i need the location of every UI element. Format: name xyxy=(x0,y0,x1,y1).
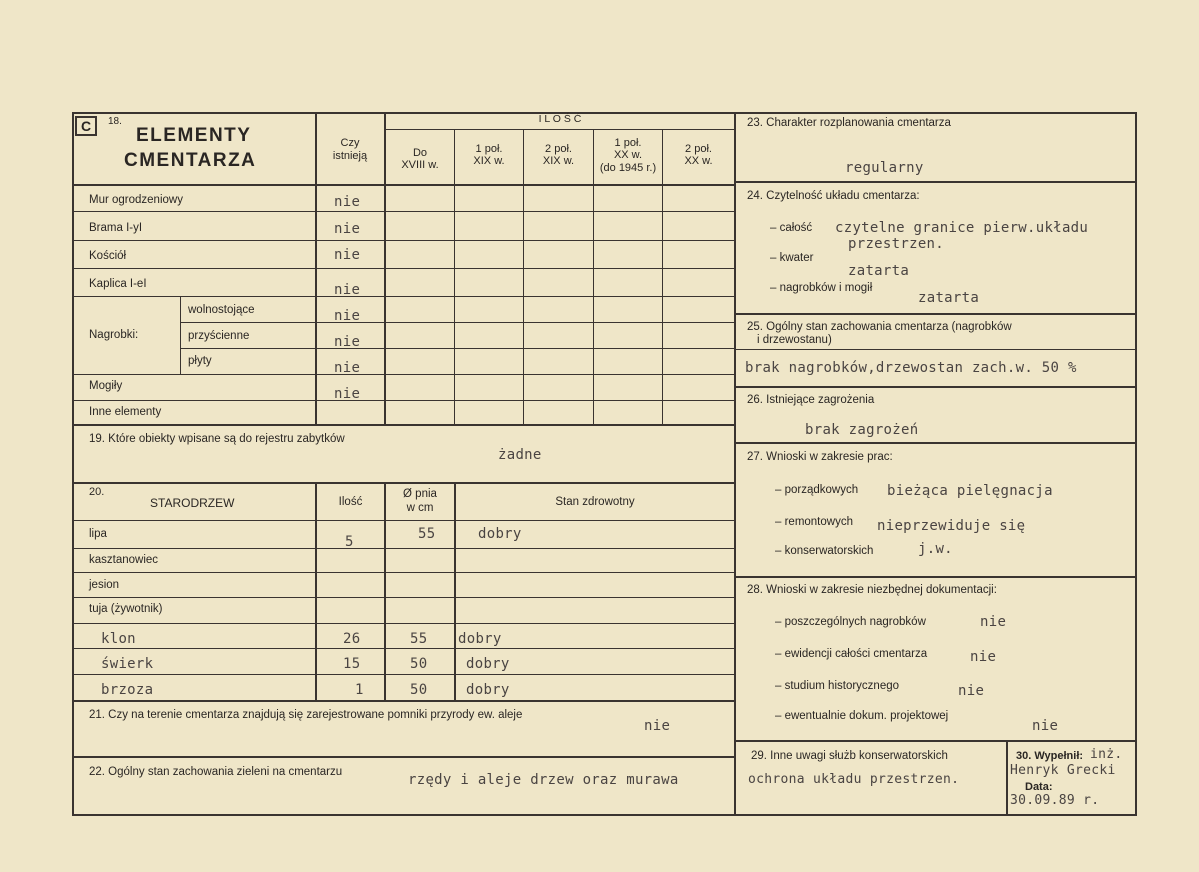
frame-right xyxy=(1135,112,1137,816)
element-value: nie xyxy=(334,334,361,350)
s20-col-pnia-line1: Ø pnia xyxy=(403,488,437,500)
s20-top xyxy=(72,482,734,484)
s25-top xyxy=(734,313,1135,315)
period-label: 1 poł. xyxy=(614,137,642,149)
s27-item-label: – konserwatorskich xyxy=(775,545,874,557)
element-label: Kościół xyxy=(89,250,127,262)
element-label: Kaplica I-eI xyxy=(89,278,147,290)
element-value: nie xyxy=(334,308,361,324)
element-label: Mur ogrodzeniowy xyxy=(89,194,183,206)
s18-row-line xyxy=(180,348,734,349)
s19-top xyxy=(72,424,734,426)
element-value: nie xyxy=(334,386,361,402)
s18-row-line xyxy=(72,296,734,297)
s20-title: STARODRZEW xyxy=(150,496,235,510)
period-label: XIX w. xyxy=(542,155,575,167)
s21-top xyxy=(72,700,734,702)
s24-nagrobkow-label: – nagrobków i mogił xyxy=(770,282,873,294)
s27-item-value: j.w. xyxy=(918,541,953,557)
s24-top xyxy=(734,181,1135,183)
s20-row-line xyxy=(72,674,734,675)
s20-row-line xyxy=(72,648,734,649)
s22-top xyxy=(72,756,734,758)
period-label: Do xyxy=(412,147,428,159)
s21-value: nie xyxy=(644,718,671,734)
s18-title-line1: ELEMENTY xyxy=(136,125,252,146)
s18-col xyxy=(662,129,663,424)
s20-number: 20. xyxy=(89,486,105,498)
element-label: Brama I-yI xyxy=(89,222,143,234)
s20-row-line xyxy=(72,572,734,573)
s27-item-value: bieżąca pielęgnacja xyxy=(887,483,1053,499)
s18-number: 18. xyxy=(108,116,122,127)
frame-bottom xyxy=(72,814,1137,816)
period-label: XX w. xyxy=(684,155,713,167)
s28-item-label: – poszczególnych nagrobków xyxy=(775,616,926,628)
s18-row-line xyxy=(72,374,734,375)
s18-row-line xyxy=(72,268,734,269)
element-label: płyty xyxy=(188,355,212,367)
s30-date-value: 30.09.89 r. xyxy=(1010,793,1100,808)
s27-item-label: – porządkowych xyxy=(775,484,859,496)
tree-stan: dobry xyxy=(478,526,522,542)
s18-ilosc-underline xyxy=(384,129,734,130)
element-label: Inne elementy xyxy=(89,406,162,418)
s24-calosc-value: czytelne granice pierw.układu xyxy=(835,220,1089,236)
tree-name: kasztanowiec xyxy=(89,554,159,566)
element-value: nie xyxy=(334,221,361,237)
tree-name: lipa xyxy=(89,528,107,540)
period-label: 2 poł. xyxy=(685,143,712,155)
s28-label: 28. Wnioski w zakresie niezbędnej dokumentacji: xyxy=(747,584,997,596)
tree-ilosc: 26 xyxy=(343,631,361,647)
s25-value: brak nagrobków,drzewostan zach.w. 50 % xyxy=(745,360,1077,376)
s20-row-line xyxy=(72,623,734,624)
s18-header-bottom xyxy=(72,184,734,186)
s28-item-value: nie xyxy=(980,614,1007,630)
element-label: wolnostojące xyxy=(188,304,255,316)
s18-nagrobki-divider xyxy=(180,296,181,374)
section-box-c: C xyxy=(75,116,97,136)
s26-label: 26. Istniejące zagrożenia xyxy=(747,394,875,406)
s18-title-line2: CMENTARZA xyxy=(124,150,257,171)
s27-top xyxy=(734,442,1135,444)
s27-item-value: nieprzewiduje się xyxy=(877,518,1026,534)
tree-pien: 50 xyxy=(410,682,428,698)
s18-row-line xyxy=(72,211,734,212)
s18-col xyxy=(454,129,455,424)
period-label: 2 poł. xyxy=(545,143,572,155)
s20-header-bottom xyxy=(72,520,734,521)
s19-value: żadne xyxy=(498,447,542,463)
tree-ilosc: 1 xyxy=(355,682,364,698)
s20-row-line xyxy=(72,597,734,598)
s20-col-stan: Stan zdrowotny xyxy=(555,496,635,508)
s24-calosc-label: – całość xyxy=(770,222,813,234)
tree-ilosc: 5 xyxy=(345,534,354,550)
s30-name: Henryk Grecki xyxy=(1010,763,1116,778)
s28-item-value: nie xyxy=(958,683,985,699)
s23-label: 23. Charakter rozplanowania cmentarza xyxy=(747,117,951,129)
period-label: XVIII w. xyxy=(401,159,439,171)
tree-ilosc: 15 xyxy=(343,656,361,672)
s29-top xyxy=(734,740,1135,742)
s30-divider xyxy=(1006,740,1008,816)
s21-label: 21. Czy na terenie cmentarza znajdują się zarejestrowane pomniki przyrody ew. aleje xyxy=(89,709,523,721)
tree-pien: 50 xyxy=(410,656,428,672)
s20-col-ilosc: Ilość xyxy=(338,496,363,508)
s20-col-pnia-line2: w cm xyxy=(406,502,434,514)
s26-value: brak zagrożeń xyxy=(805,422,919,438)
s25-label-1: 25. Ogólny stan zachowania cmentarza (nagrobków xyxy=(747,321,1012,333)
tree-pien: 55 xyxy=(418,526,436,542)
s22-label: 22. Ogólny stan zachowania zieleni na cmentarzu xyxy=(89,766,343,778)
s18-czy-line2: istnieją xyxy=(332,150,368,162)
s25-label-bottom xyxy=(734,349,1135,350)
period-label: XIX w. xyxy=(473,155,505,167)
s18-row-line xyxy=(72,400,734,401)
s27-label: 27. Wnioski w zakresie prac: xyxy=(747,451,893,463)
tree-pien: 55 xyxy=(410,631,428,647)
s18-row-line xyxy=(180,322,734,323)
element-value: nie xyxy=(334,194,361,210)
s24-nagrobkow-value: zatarta xyxy=(918,290,980,306)
tree-name: brzoza xyxy=(101,682,154,698)
s20-col xyxy=(384,482,386,700)
element-value: nie xyxy=(334,247,361,263)
tree-stan: dobry xyxy=(458,631,502,647)
s27-item-label: – remontowych xyxy=(775,516,853,528)
s30-date-label: Data: xyxy=(1025,781,1053,793)
s29-label: 29. Inne uwagi służb konserwatorskich xyxy=(751,750,948,762)
s22-value: rzędy i aleje drzew oraz murawa xyxy=(408,772,679,788)
s24-kwater-value: zatarta xyxy=(848,263,910,279)
tree-stan: dobry xyxy=(466,656,510,672)
s29-value: ochrona układu przestrzen. xyxy=(748,772,960,787)
tree-name: tuja (żywotnik) xyxy=(89,603,163,615)
s18-ilosc-heading: I L O Ś Ć xyxy=(538,113,582,125)
nagrobki-label: Nagrobki: xyxy=(89,329,139,341)
s20-row-line xyxy=(72,548,734,549)
s28-item-label: – ewidencji całości cmentarza xyxy=(775,648,928,660)
s18-row-line xyxy=(72,240,734,241)
s28-item-value: nie xyxy=(970,649,997,665)
period-label: (do 1945 r.) xyxy=(599,162,657,174)
s28-item-label: – studium historycznego xyxy=(775,680,900,692)
frame-left xyxy=(72,112,74,816)
tree-name: świerk xyxy=(101,656,154,672)
element-value: nie xyxy=(334,360,361,376)
s23-value: regularny xyxy=(845,160,924,176)
s19-label: 19. Które obiekty wpisane są do rejestru zabytków xyxy=(89,433,345,445)
s25-label-2: i drzewostanu) xyxy=(757,334,832,346)
s28-item-value: nie xyxy=(1032,718,1059,734)
s24-calosc-value-2: przestrzen. xyxy=(848,236,945,252)
s24-label: 24. Czytelność układu cmentarza: xyxy=(747,190,920,202)
s30-prefix: inż. xyxy=(1090,747,1123,762)
s20-col xyxy=(315,482,317,700)
tree-name: klon xyxy=(101,631,136,647)
frame-middle xyxy=(734,112,736,816)
s18-czy-line1: Czy xyxy=(340,137,360,149)
s28-top xyxy=(734,576,1135,578)
s30-label: 30. Wypełnił: xyxy=(1016,750,1084,762)
tree-name: jesion xyxy=(89,579,120,591)
period-label: 1 poł. xyxy=(475,143,503,155)
element-value: nie xyxy=(334,282,361,298)
element-label: Mogiły xyxy=(89,380,123,392)
element-label: przyścienne xyxy=(188,330,250,342)
s26-top xyxy=(734,386,1135,388)
s24-kwater-label: – kwater xyxy=(770,252,814,264)
s20-col xyxy=(454,482,456,700)
tree-stan: dobry xyxy=(466,682,510,698)
s18-col xyxy=(523,129,524,424)
period-label: XX w. xyxy=(613,149,643,161)
s28-item-label: – ewentualnie dokum. projektowej xyxy=(775,710,949,722)
